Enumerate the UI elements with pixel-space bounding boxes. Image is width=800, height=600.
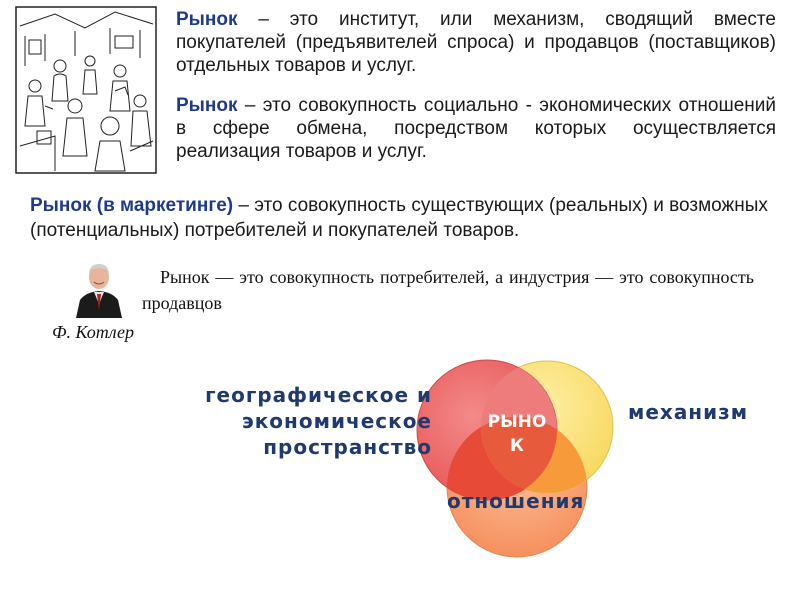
definition-2 — [176, 94, 776, 163]
venn-center-label-1: РЫНО — [487, 412, 547, 432]
venn-diagram — [405, 345, 630, 590]
label-geo-line-3: пространство — [263, 435, 432, 459]
definition-3-term: Рынок (в маркетинге) — [30, 195, 234, 216]
quote-author: Ф. Котлер — [52, 322, 135, 342]
definition-3 — [30, 193, 782, 243]
label-relations: отношения — [447, 489, 585, 513]
definition-2-text: – это совокупность социально - экономических отношений в сфере обмена, посредством которых осуществляется реализация товаров и услуг. — [176, 95, 776, 162]
label-mechanism: механизм — [628, 400, 749, 424]
definition-2-term: Рынок — [176, 95, 238, 116]
label-geo-line-2: экономическое — [241, 409, 432, 433]
author-portrait — [72, 256, 126, 318]
venn-center-label-2: К — [510, 436, 524, 456]
label-geo-line-1: географическое и — [205, 383, 432, 407]
kotler-quote: Рынок — это совокупность потребителей, а индустрия — это совокупность продавцов — [142, 267, 754, 313]
definition-1 — [176, 8, 776, 77]
definition-1-term: Рынок — [176, 9, 238, 30]
label-geo-space — [170, 382, 432, 460]
definition-3-text: – это совокупность существующих (реальных) и возможных (потенциальных) потребителей и покупателей товаров. — [30, 195, 768, 241]
definition-1-text: – это институт, или механизм, сводящий вместе покупателей (предъявителей спроса) и продавцов (поставщиков) отдельных товаров и услуг. — [176, 9, 776, 76]
market-illustration — [15, 6, 157, 174]
